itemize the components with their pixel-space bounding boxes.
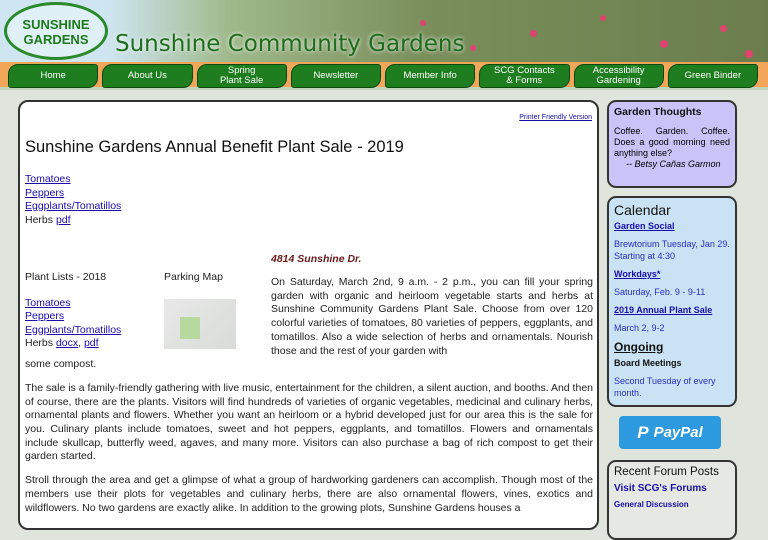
herbs-docx-link[interactable]: docx — [55, 337, 79, 349]
comma: , — [78, 337, 82, 349]
flower-decoration — [720, 25, 727, 32]
plant-lists-heading: Plant Lists - 2018 — [25, 271, 107, 283]
event-detail: Saturday, Feb. 9 - 9-11 — [614, 287, 706, 297]
quote-author: -- Betsy Cañas Garmon — [626, 159, 721, 169]
forum-title: Recent Forum Posts — [614, 466, 719, 478]
herbs-pdf-list-link[interactable]: pdf — [83, 337, 99, 349]
nav-accessibility-gardening[interactable]: Accessibility Gardening — [574, 64, 664, 88]
calendar-title: Calendar — [614, 202, 671, 218]
forum-box — [607, 460, 737, 540]
ongoing-detail: Second Tuesday of every month. — [614, 376, 716, 398]
site-header — [0, 0, 768, 62]
parking-map-image[interactable] — [164, 299, 236, 349]
forum-general-discussion-link[interactable]: General Discussion — [614, 500, 689, 509]
tomatoes-list-link[interactable]: Tomatoes — [25, 296, 71, 309]
site-logo[interactable] — [4, 2, 108, 60]
nav-home[interactable]: Home — [8, 64, 98, 88]
tomatoes-link[interactable]: Tomatoes — [25, 173, 71, 185]
herbs-label: Herbs — [25, 337, 54, 349]
family-paragraph: The sale is a family-friendly gathering with live music, entertainment for the children, a silent auction, and booths. And then of course, there are the plants. Visitors will find hundreds of varieties of organic vegetables, medicinal and culinary herbs, ornamental plants and flowers. Whether you want an heirloom or a hybrid developed just for our area this is the sale for you. Culinary plants include tomatoes, sweet and hot peppers, eggplants, and tomatillos. Flowers and ornamentals include skullcap, butterfly weed, agaves, and many more. Visitors can also purchase a bag of rich compost to get their garden started. — [25, 381, 593, 463]
logo-text: SUNSHINE GARDENS — [22, 17, 90, 47]
page-title: Sunshine Gardens Annual Benefit Plant Sale - 2019 — [25, 138, 404, 156]
eggplants-link[interactable]: Eggplants/Tomatillos — [25, 200, 122, 212]
nav-green-binder[interactable]: Green Binder — [668, 64, 758, 88]
flower-decoration — [420, 20, 426, 26]
garden-thoughts-title: Garden Thoughts — [614, 106, 702, 118]
flower-decoration — [600, 15, 606, 21]
site-title: Sunshine Community Gardens — [115, 31, 465, 57]
event-detail: March 2, 9-2 — [614, 323, 665, 333]
event-detail: Brewtorium Tuesday, Jan 29. Starting at 4:30 — [614, 239, 730, 261]
address: 4814 Sunshine Dr. — [271, 253, 362, 265]
ongoing-title: Ongoing — [614, 340, 664, 354]
calendar-box — [607, 196, 737, 407]
parking-map-heading: Parking Map — [164, 271, 223, 283]
flower-decoration — [745, 50, 753, 58]
intro-paragraph-end: some compost. — [25, 358, 97, 371]
nav-contacts-forms[interactable]: SCG Contacts & Forms — [479, 64, 569, 88]
nav-member-info[interactable]: Member Info — [385, 64, 475, 88]
peppers-list-link[interactable]: Peppers — [25, 310, 65, 322]
flower-decoration — [530, 30, 537, 37]
flower-decoration — [660, 40, 668, 48]
paypal-label: PayPal — [653, 424, 703, 441]
stroll-paragraph: Stroll through the area and get a glimpse of what a group of hardworking gardeners can accomplish. Though most of the members use their plots for vegetables and culinary herbs, there are also ornamental flowers, vines, exotics and wildflowers. No two gardens are exactly alike. In addition to the growing plots, Sunshine Gardens houses a — [25, 474, 593, 514]
main-nav — [0, 62, 768, 90]
paypal-icon: P — [637, 422, 649, 442]
parking-map-section — [164, 261, 271, 358]
sale-intro — [271, 253, 593, 358]
herbs-pdf-link[interactable]: pdf — [55, 213, 71, 226]
ongoing-name: Board Meetings — [614, 358, 682, 368]
event-workdays-link[interactable]: Workdays* — [614, 269, 661, 279]
plant-lists — [25, 261, 164, 358]
visit-forums-link[interactable]: Visit SCG's Forums — [614, 483, 707, 494]
peppers-link[interactable]: Peppers — [25, 186, 65, 199]
paypal-button[interactable] — [619, 416, 721, 449]
main-content — [18, 100, 599, 530]
top-plant-links — [25, 173, 593, 227]
nav-about-us[interactable]: About Us — [102, 64, 192, 88]
nav-newsletter[interactable]: Newsletter — [291, 64, 381, 88]
event-plant-sale-link[interactable]: 2019 Annual Plant Sale — [614, 305, 713, 315]
printer-friendly-link[interactable]: Printer Friendly Version — [519, 114, 592, 121]
event-garden-social-link[interactable]: Garden Social — [614, 221, 675, 231]
eggplants-list-link[interactable]: Eggplants/Tomatillos — [25, 323, 122, 336]
herbs-label: Herbs — [25, 213, 54, 226]
quote: Coffee. Garden. Coffee. Does a good morning need anything else? — [614, 126, 730, 158]
garden-thoughts-box — [607, 100, 737, 188]
flower-decoration — [470, 45, 476, 51]
nav-spring-plant-sale[interactable]: Spring Plant Sale — [197, 64, 287, 88]
intro-paragraph: On Saturday, March 2nd, 9 a.m. - 2 p.m., you can fill your spring garden with organic and heirloom vegetable starts and herbs at Sunshine Community Gardens Plant Sale. Choose from over 120 colorful varieties of tomatoes, 80 varieties of peppers, eggplants, and tomatillos. Also a wide selection of herbs and ornamentals. Nourish those and the rest of your garden with — [271, 276, 593, 357]
